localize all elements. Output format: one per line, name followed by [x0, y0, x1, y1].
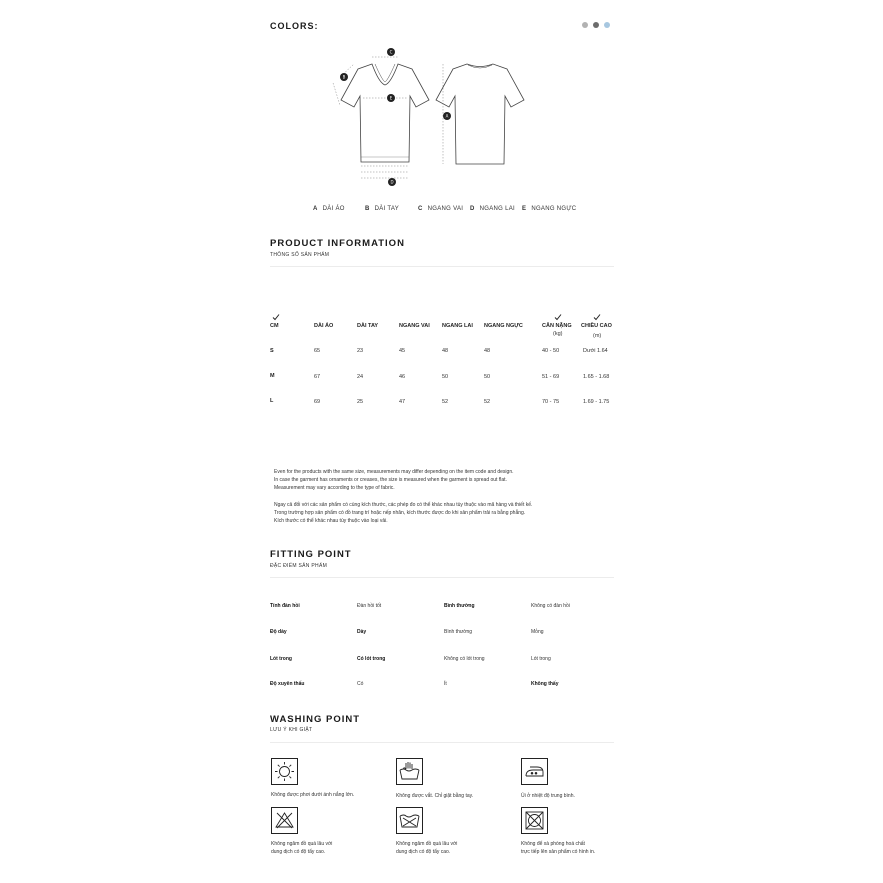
header-ngang-vai: NGANG VAI [399, 323, 430, 329]
fitting-option: Đàn hồi tốt [357, 603, 382, 609]
fitting-label: Độ xuyên thấu [270, 681, 305, 687]
fitting-option: Không có đàn hồi [531, 603, 570, 609]
marker-c-label: C [389, 49, 393, 55]
marker-e-label: E [389, 95, 393, 101]
tshirt-size-diagram [330, 45, 560, 190]
legend-item-c: C NGANG VAI [418, 206, 464, 212]
marker-d-label: D [390, 179, 394, 185]
cell-dai-tay: 24 [357, 374, 364, 380]
legend-item-e: E NGANG NGỰC [522, 206, 577, 212]
wash-note: Không ngâm đồ quá lâu với dung dịch có độ tẩy cao. [396, 841, 458, 855]
header-can-nang: CÂN NẶNG [542, 323, 572, 329]
header-chieu-cao-unit: (m) [593, 333, 602, 339]
product-info-subtitle: THÔNG SỐ SẢN PHẨM [270, 252, 330, 258]
measurement-guides [333, 57, 443, 178]
cell-ngang-nguc: 52 [484, 399, 491, 405]
note-vietnamese [274, 501, 614, 526]
size-label: L [270, 398, 274, 404]
cell-ngang-vai: 47 [399, 399, 406, 405]
check-icon [272, 313, 280, 321]
cell-ngang-lai: 48 [442, 348, 449, 354]
legend-item-d: D NGANG LAI [470, 206, 516, 212]
washing-point-title: WASHING POINT [270, 714, 361, 725]
legend-item-b: B DÀI TAY [365, 206, 400, 212]
cell-dai-ao: 69 [314, 399, 321, 405]
note-english [274, 468, 614, 493]
iron-medium-icon [521, 758, 548, 785]
cell-chieu-cao: Dưới 1.64 [583, 348, 608, 354]
divider [270, 266, 614, 267]
no-soak-bleach-icon [396, 807, 423, 834]
hand-wash-icon [396, 758, 423, 785]
fitting-option: Ít [444, 681, 447, 687]
cell-dai-tay: 23 [357, 348, 364, 354]
cell-ngang-nguc: 50 [484, 374, 491, 380]
marker-b-label: B [342, 74, 346, 80]
fitting-point-title: FITTING POINT [270, 549, 352, 560]
note-line: Even for the products with the same size, measurements may differ depending on the item code and design. [274, 469, 514, 475]
legend-item-a: A DÀI ÁO [313, 206, 345, 212]
note-line: Measurement may vary according to the type of fabric. [274, 485, 395, 492]
header-chieu-cao: CHIỀU CAO [581, 323, 612, 329]
header-cm: CM [270, 323, 279, 329]
fitting-point-subtitle: ĐẶC ĐIỂM SẢN PHẨM [270, 563, 328, 569]
cell-ngang-lai: 50 [442, 374, 449, 380]
fitting-label: Độ dày [270, 629, 287, 635]
fitting-option-selected: Dày [357, 629, 367, 635]
product-info-title: PRODUCT INFORMATION [270, 238, 405, 249]
fitting-option-selected: Bình thường [444, 603, 475, 609]
marker-a-label: A [445, 113, 449, 119]
divider [270, 577, 614, 578]
header-ngang-lai: NGANG LAI [442, 323, 473, 329]
size-label: S [270, 348, 274, 354]
fitting-label: Tính đàn hồi [270, 603, 300, 609]
colors-title: COLORS: [270, 21, 319, 31]
color-swatch-grey[interactable] [582, 22, 588, 28]
washing-point-subtitle: LƯU Ý KHI GIẶT [270, 727, 313, 733]
wash-note: Không được vắt. Chỉ giặt bằng tay. [396, 793, 474, 799]
size-label: M [270, 373, 275, 379]
no-sun-dry-icon [271, 758, 298, 785]
no-tumble-dry-icon [521, 807, 548, 834]
no-bleach-icon [271, 807, 298, 834]
cell-dai-ao: 65 [314, 348, 321, 354]
cell-ngang-nguc: 48 [484, 348, 491, 354]
color-swatch-light-blue[interactable] [604, 22, 610, 28]
cell-chieu-cao: 1.69 - 1.75 [583, 399, 610, 405]
cell-dai-ao: 67 [314, 374, 321, 380]
wash-note: Không ngâm đồ quá lâu với dung dịch có độ tẩy cao. [271, 841, 333, 855]
check-icon [593, 313, 601, 321]
note-line: Ngay cả đối với các sản phẩm có cùng kích thước, các phép đo có thể khác nhau tùy thuộc vào mã hàng và thiết kế. [274, 502, 533, 508]
divider [270, 742, 614, 743]
note-line: Trong trường hợp sản phẩm có đồ trang trí hoặc nếp nhăn, kích thước được đo khi sản phẩm trải ra bằng phẳng. [274, 510, 526, 517]
header-dai-ao: DÀI ÁO [314, 323, 334, 329]
wash-note: Không để xà phòng hoá chất trực tiếp lên sản phẩm có hình in. [521, 841, 596, 855]
note-line: Kích thước có thể khác nhau tùy thuộc vào loại vải. [274, 518, 388, 525]
header-dai-tay: DÀI TAY [357, 323, 379, 329]
fitting-option: Bình thường [444, 629, 473, 635]
check-icon [554, 313, 562, 321]
cell-chieu-cao: 1.65 - 1.68 [583, 374, 610, 380]
wash-note: Không được phơi dưới ánh nắng lớn. [271, 792, 355, 798]
fitting-option-selected: Có lót trong [357, 656, 386, 662]
cell-ngang-vai: 46 [399, 374, 406, 380]
fitting-option: Không có lót trong [444, 656, 485, 662]
cell-dai-tay: 25 [357, 399, 364, 405]
wash-note: Ủi ở nhiệt độ trung bình. [521, 793, 575, 799]
fitting-option: Có [357, 681, 364, 687]
fitting-label: Lót trong [270, 656, 292, 662]
tshirt-front-outline [341, 64, 429, 162]
color-swatch-dark-grey[interactable] [593, 22, 599, 28]
header-can-nang-unit: (kg) [553, 331, 563, 337]
cell-can-nang: 70 - 75 [542, 399, 560, 405]
cell-ngang-vai: 45 [399, 348, 406, 354]
cell-ngang-lai: 52 [442, 399, 449, 405]
fitting-option-selected: Không thấy [531, 681, 559, 687]
header-ngang-nguc: NGANG NGỰC [484, 323, 523, 329]
cell-can-nang: 51 - 69 [542, 374, 560, 380]
fitting-option: Lót trong [531, 656, 551, 662]
cell-can-nang: 40 - 50 [542, 348, 560, 354]
fitting-option: Mỏng [531, 629, 544, 635]
note-line: In case the garment has ornaments or creases, the size is measured when the garment is spread out flat. [274, 477, 507, 484]
